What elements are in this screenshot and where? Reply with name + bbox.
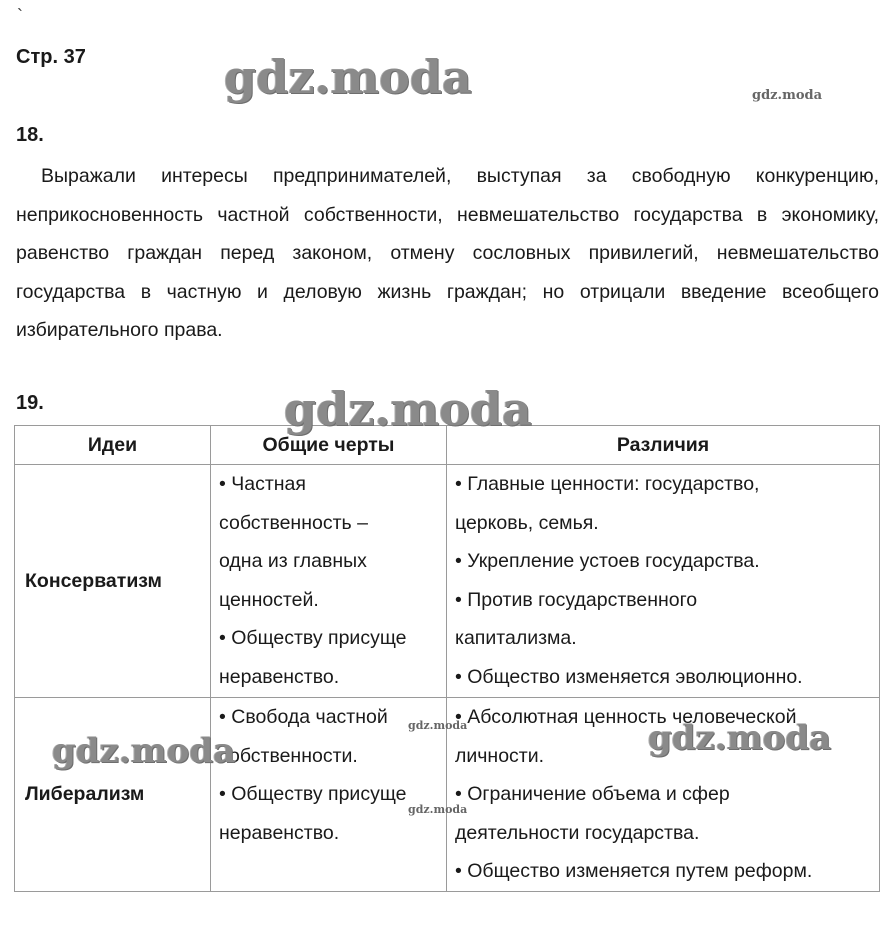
list-item: • Ограничение объема и сфер — [455, 783, 730, 805]
watermark-small-table-1: gdz.moda — [408, 719, 468, 732]
watermark-small-table-2: gdz.moda — [408, 803, 468, 816]
header-differences: Различия — [447, 426, 880, 465]
list-item: собственность – — [219, 511, 368, 534]
page-reference: Стр. 37 — [16, 46, 86, 68]
list-item: • Обществу присуще — [219, 627, 407, 649]
list-item: церковь, семья. — [455, 511, 599, 534]
task-number-19: 19. — [16, 392, 44, 414]
table-row-conservatism — [15, 465, 880, 698]
scan-tick-mark: ` — [17, 6, 23, 26]
header-ideas: Идеи — [15, 426, 211, 465]
ideas-comparison-table — [14, 425, 880, 892]
conservatism-differences — [447, 465, 880, 698]
list-item: • Свобода частной — [219, 706, 388, 728]
conservatism-common-features — [211, 465, 447, 698]
list-item: • Против государственного — [455, 588, 698, 611]
task-number-18: 18. — [16, 124, 44, 146]
watermark-bottom-left: gdz.moda — [52, 731, 236, 771]
list-item: капитализма. — [455, 627, 577, 649]
idea-liberalism: Либерализм — [15, 698, 211, 892]
list-item: • Укрепление устоев государства. — [455, 550, 760, 572]
watermark-top: gdz.moda — [224, 50, 472, 104]
list-item: одна из главных — [219, 550, 367, 572]
list-item: неравенство. — [219, 821, 340, 844]
list-item: неравенство. — [219, 665, 340, 688]
list-item: • Общество изменяется эволюционно. — [455, 665, 803, 688]
idea-conservatism: Консерватизм — [15, 465, 211, 698]
list-item: ценностей. — [219, 588, 319, 611]
list-item: • Главные ценности: государство, — [455, 473, 760, 495]
list-item: личности. — [455, 744, 545, 767]
list-item: деятельности государства. — [455, 821, 700, 844]
list-item: • Обществу присуще — [219, 783, 407, 805]
watermark-bottom-right: gdz.moda — [648, 718, 832, 758]
list-item: • Абсолютная ценность человеческой — [455, 706, 797, 728]
list-item: собственности. — [219, 744, 358, 767]
list-item: • Частная — [219, 473, 306, 495]
task-18-answer: Выражали интересы предпринимателей, выступая за свободную конкуренцию, неприкосновенность частной собственности, невмешательство государства в экономику, равенство граждан перед законом, отмену сословных привилегий, невмешательство государства в частную и деловую жизнь граждан; но отрицали введение всеобщего избирательного права. — [16, 165, 879, 341]
watermark-middle: gdz.moda — [284, 382, 532, 436]
watermark-small-top-right: gdz.moda — [752, 88, 823, 103]
list-item: • Общество изменяется путем реформ. — [455, 860, 813, 882]
header-common-features: Общие черты — [211, 426, 447, 465]
